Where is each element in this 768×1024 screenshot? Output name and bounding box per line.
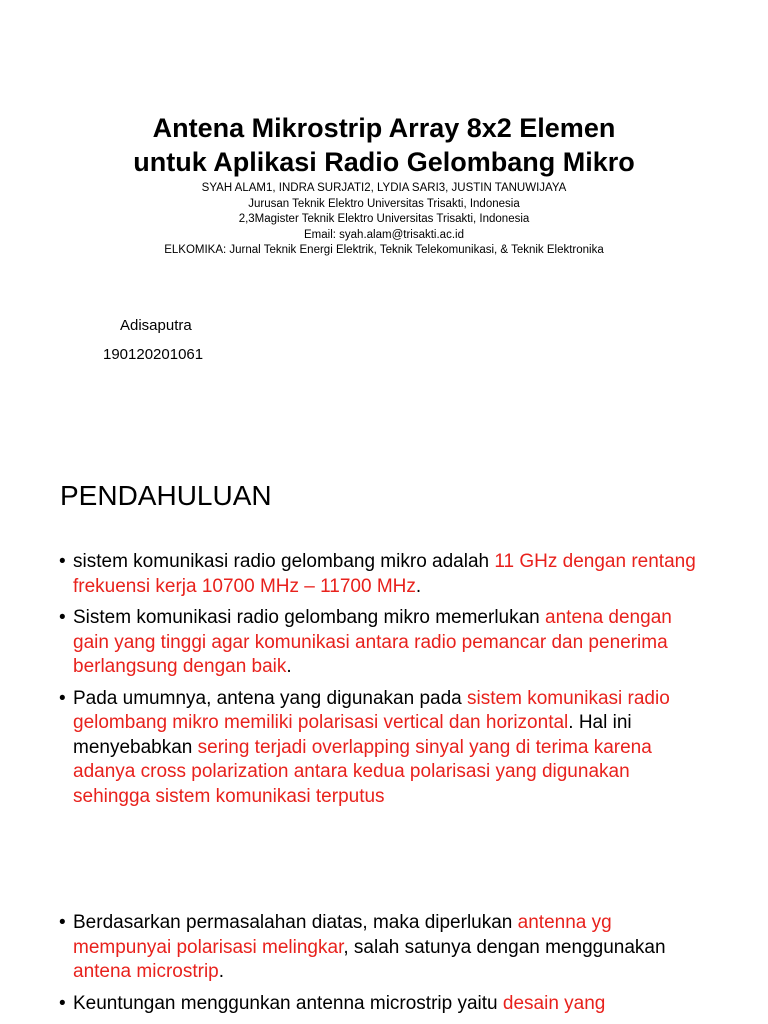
bullet-highlight: desain yang: [502, 992, 606, 1014]
bullet-text: Sistem komunikasi radio gelombang mikro memerlukan: [73, 607, 546, 628]
bullet-highlight: antenna yg mempunyai polarisasi melingkar: [73, 912, 612, 958]
author-names: SYAH ALAM1, INDRA SURJATI2, LYDIA SARI3, JUSTIN TANUWIJAYA: [201, 182, 567, 194]
bullet-text: . Hal ini menyebabkan: [73, 712, 632, 758]
bullet-text: .: [218, 961, 225, 982]
bullet-item: [60, 550, 710, 599]
bullet-text: .: [286, 656, 292, 677]
bullet-item: [60, 606, 710, 680]
title-slide: [0, 0, 768, 440]
author-email: Email: syah.alam@trisakti.ac.id: [304, 228, 464, 241]
bullet-text: Keuntungan menggunkan antenna microstrip yaitu: [73, 992, 503, 1014]
bullet-highlight: sistem komunikasi radio gelombang mikro memiliki polarisasi vertical dan horizontal: [73, 687, 670, 733]
paper-title-line-1: Antena Mikrostrip Array 8x2 Elemen: [152, 113, 616, 143]
bullet-text: Pada umumnya, antena yang digunakan pada: [73, 687, 468, 709]
bullet-text: .: [415, 575, 422, 597]
bullet-text: sistem komunikasi radio gelombang mikro adalah: [73, 551, 495, 572]
bullet-item: [60, 911, 710, 985]
affiliation-2: 2,3Magister Teknik Elektro Universitas Trisakti, Indonesia: [238, 213, 530, 225]
bullet-list-solution: [60, 911, 710, 1023]
presenter-id: 190120201061: [103, 346, 204, 363]
paper-title-line-2: untuk Aplikasi Radio Gelombang Mikro: [133, 147, 635, 177]
author-block: [0, 181, 768, 259]
bullet-list-intro: [60, 550, 710, 816]
bullet-item: [60, 992, 710, 1017]
presenter-name: Adisaputra: [120, 317, 192, 334]
affiliation-1: Jurusan Teknik Elektro Universitas Trisakti, Indonesia: [248, 197, 520, 210]
bullet-highlight: antena dengan gain yang tinggi agar komunikasi antara radio pemancar dan penerima berlangsung dengan baik: [73, 607, 672, 677]
journal-name: ELKOMIKA: Jurnal Teknik Energi Elektrik, Teknik Telekomunikasi, & Teknik Elektronika: [164, 244, 604, 256]
bullet-text: , salah satunya dengan menggunakan: [343, 936, 666, 958]
bullet-highlight: 11 GHz dengan rentang frekuensi kerja 10700 MHz – 11700 MHz: [73, 551, 696, 597]
section-heading: PENDAHULUAN: [60, 480, 272, 511]
bullet-item: [60, 687, 710, 810]
bullet-text: Berdasarkan permasalahan diatas, maka diperlukan: [73, 912, 518, 933]
bullet-highlight: sering terjadi overlapping sinyal yang di terima karena adanya cross polarization antara kedua polarisasi yang digunakan sehingga sistem komunikasi terputus: [73, 736, 652, 807]
bullet-highlight: antena microstrip: [73, 961, 219, 982]
